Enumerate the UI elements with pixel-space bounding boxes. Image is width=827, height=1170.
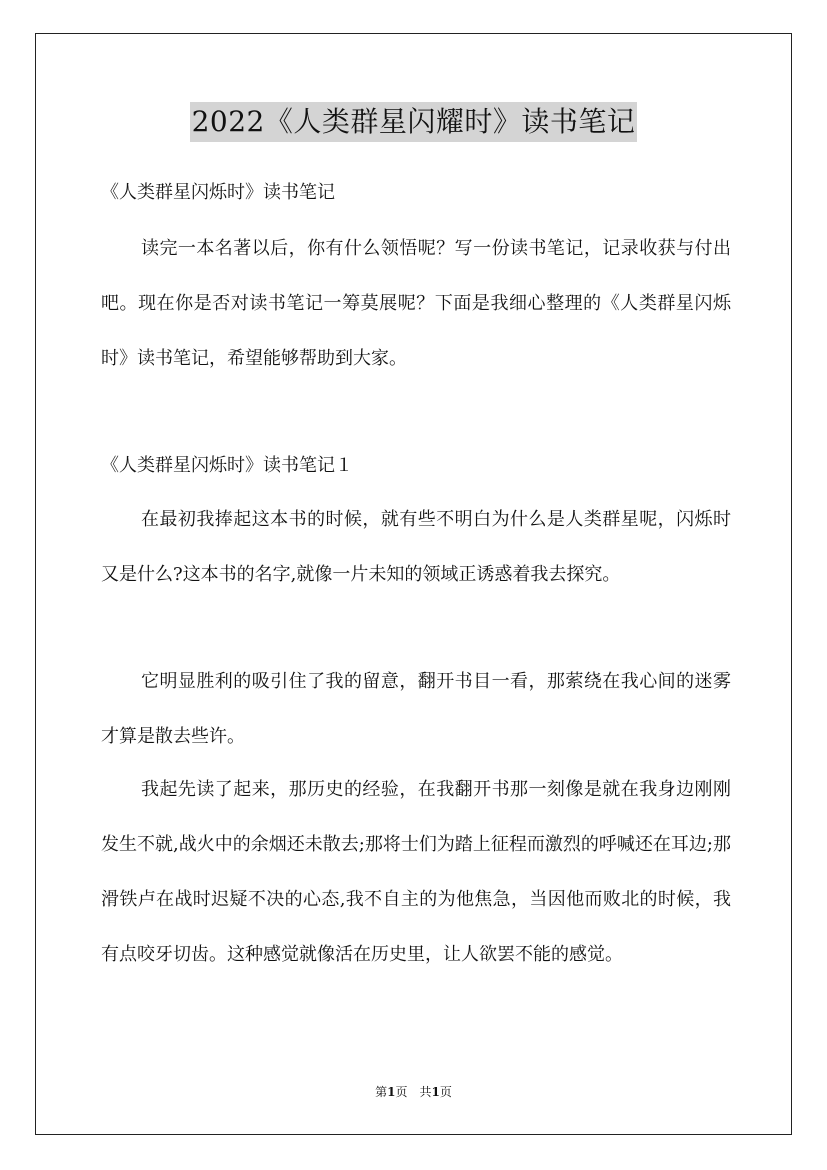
- body-paragraph-3: 我起先读了起来，那历史的经验，在我翻开书那一刻像是就在我身边刚刚发生不就,战火中的余烟还未散去;那将士们为踏上征程而激烈的呼喊还在耳边;那滑铁卢在战时迟疑不决的心态,我不自主的为他焦急，当因他而败北的时候，我有点咬牙切齿。这种感觉就像活在历史里，让人欲罢不能的感觉。: [101, 779, 731, 965]
- document-page: [35, 33, 792, 1135]
- intro-paragraph: 读完一本名著以后，你有什么领悟呢？写一份读书笔记，记录收获与付出吧。现在你是否对读书笔记一筹莫展呢？下面是我细心整理的《人类群星闪烁时》读书笔记，希望能够帮助到大家。: [101, 238, 731, 369]
- note-heading: 《人类群星闪烁时》读书笔记１: [101, 455, 353, 476]
- page-total: 1: [431, 1085, 440, 1099]
- page-prefix: 第: [375, 1085, 388, 1099]
- document-title: 2022《人类群星闪耀时》读书笔记: [190, 102, 638, 142]
- title-wrapper: [36, 102, 791, 142]
- page-label: 页: [395, 1085, 408, 1099]
- body-paragraph-1: 在最初我捧起这本书的时候，就有些不明白为什么是人类群星呢，闪烁时又是什么?这本书的名字,就像一片未知的领域正诱惑着我去探究。: [101, 509, 731, 585]
- page-footer: [36, 1084, 791, 1100]
- total-suffix: 页: [439, 1085, 452, 1099]
- body-paragraph-2: 它明显胜利的吸引住了我的留意，翻开书目一看，那萦绕在我心间的迷雾才算是散去些许。: [101, 671, 731, 747]
- page-number: 1: [387, 1085, 396, 1099]
- total-prefix: 共: [419, 1085, 432, 1099]
- section-heading: 《人类群星闪烁时》读书笔记: [101, 182, 335, 203]
